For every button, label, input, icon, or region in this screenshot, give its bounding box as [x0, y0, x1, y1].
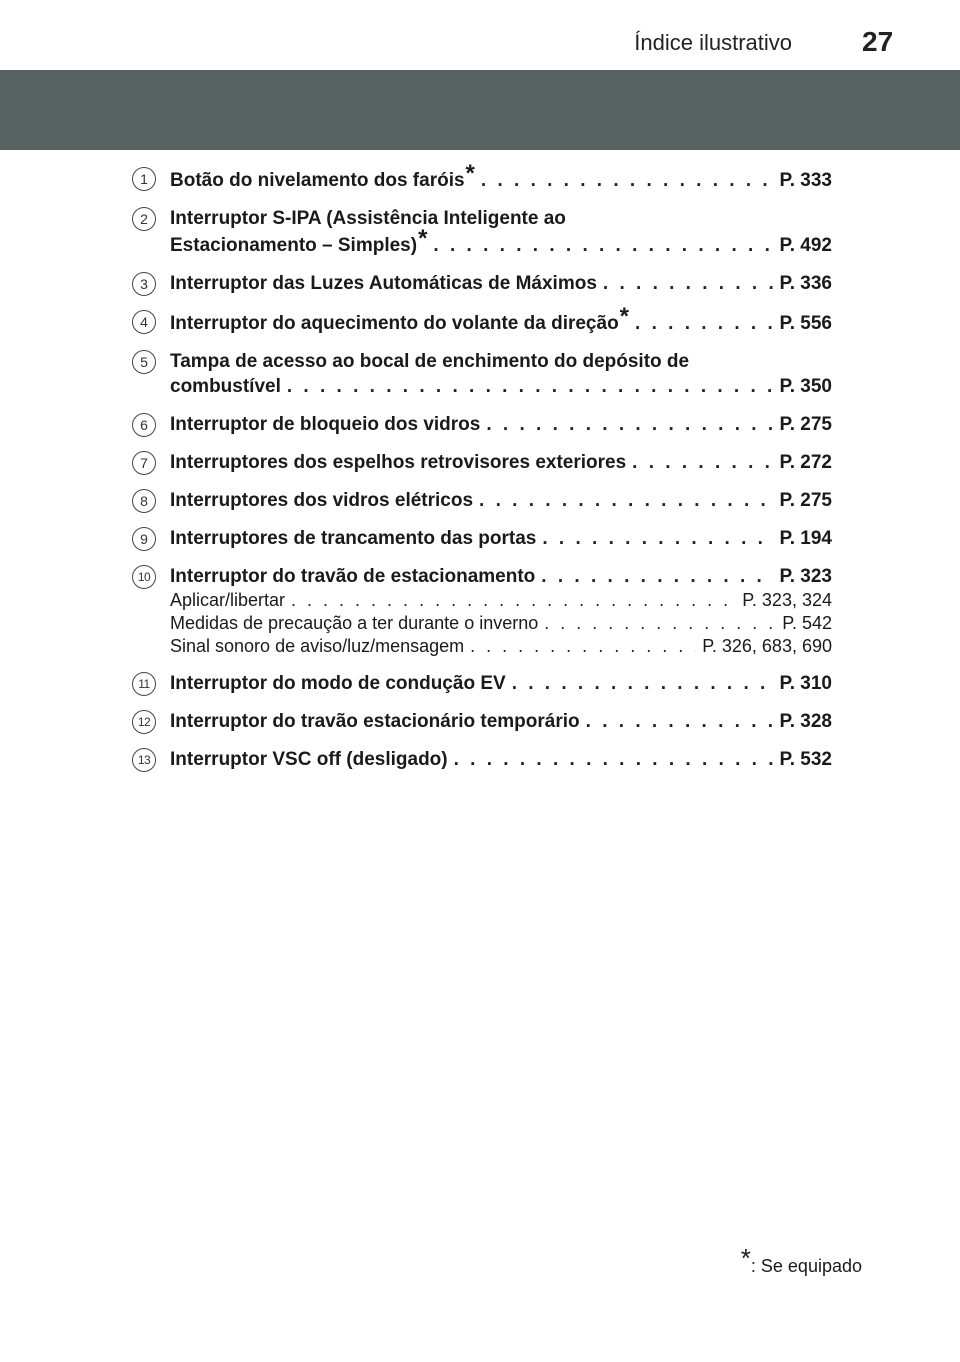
sub-item: [170, 589, 832, 612]
list-item: [132, 412, 832, 437]
item-label: Interruptores dos vidros elétricos: [170, 490, 474, 511]
list-item: [132, 526, 832, 551]
footnote-text: : Se equipado: [750, 1256, 862, 1276]
item-label: combustível: [170, 376, 281, 397]
top-strip: [0, 0, 960, 64]
footnote: [740, 1243, 862, 1279]
page-ref-link[interactable]: P. 194: [779, 528, 832, 549]
list-item: [132, 206, 832, 258]
item-label: Interruptor VSC off (desligado): [170, 749, 448, 770]
item-label: Interruptor do modo de condução EV: [170, 673, 506, 694]
item-label: Botão do nivelamento dos faróis: [170, 170, 465, 191]
leader-dots: [542, 526, 773, 551]
list-item: [132, 160, 832, 193]
equipped-marker: *: [619, 303, 630, 330]
item-label-line1: Tampa de acesso ao bocal de enchimento do depósito de: [170, 351, 690, 372]
item-label-line1: Interruptor S-IPA (Assistência Inteligente ao: [170, 208, 566, 229]
page-ref-link[interactable]: P. 272: [779, 452, 832, 473]
item-number: 8: [132, 489, 156, 513]
page-ref-link[interactable]: P. 532: [779, 749, 832, 770]
list-item: [132, 450, 832, 475]
leader-dots: [481, 168, 774, 193]
equipped-marker: *: [465, 160, 475, 187]
item-number: 12: [132, 710, 156, 734]
item-number: 5: [132, 350, 156, 374]
item-number: 1: [132, 167, 156, 191]
sub-item-label: Sinal sonoro de aviso/luz/mensagem: [170, 636, 465, 656]
leader-dots: [586, 709, 774, 734]
list-item: [132, 488, 832, 513]
page-ref-link[interactable]: P. 310: [779, 673, 832, 694]
item-label: Interruptor do travão de estacionamento: [170, 566, 536, 587]
sub-item: [170, 612, 832, 635]
page-ref-link[interactable]: P. 328: [779, 711, 832, 732]
item-number: 2: [132, 207, 156, 231]
item-number: 7: [132, 451, 156, 475]
equipped-marker: *: [418, 225, 428, 252]
leader-dots: [512, 671, 774, 696]
footnote-marker: *: [740, 1243, 751, 1273]
page-ref-link[interactable]: P. 323: [779, 566, 832, 587]
item-number: 3: [132, 272, 156, 296]
item-label: Interruptor do travão estacionário temporário: [170, 711, 580, 732]
page-ref-link[interactable]: P. 275: [779, 490, 832, 511]
item-label: Interruptor das Luzes Automáticas de Máximos: [170, 273, 597, 294]
leader-dots: [603, 271, 774, 296]
item-label: Interruptores de trancamento das portas: [170, 528, 537, 549]
page-ref-link[interactable]: P. 333: [779, 170, 832, 191]
section-title: Índice ilustrativo: [634, 30, 792, 55]
leader-dots: [287, 374, 774, 399]
page-ref-link[interactable]: P. 323, 324: [742, 590, 832, 610]
leader-dots: [470, 635, 696, 658]
sub-item-label: Medidas de precaução a ter durante o inverno: [170, 613, 539, 633]
list-item: [132, 303, 832, 336]
leader-dots: [433, 233, 773, 258]
list-item: [132, 271, 832, 296]
page-ref-link[interactable]: P. 556: [779, 313, 832, 334]
leader-dots: [632, 450, 773, 475]
page-ref-link[interactable]: P. 492: [779, 235, 832, 256]
item-number: 6: [132, 413, 156, 437]
list-item: [132, 671, 832, 696]
sub-item-label: Aplicar/libertar: [170, 590, 286, 610]
header-band: [0, 70, 960, 150]
page-ref-link[interactable]: P. 336: [779, 273, 832, 294]
item-number: 11: [132, 672, 156, 696]
page-ref-link[interactable]: P. 275: [779, 414, 832, 435]
page-ref-link[interactable]: P. 326, 683, 690: [702, 636, 832, 656]
list-item: [132, 349, 832, 399]
item-label: Interruptor de bloqueio dos vidros: [170, 414, 481, 435]
leader-dots: [541, 564, 773, 589]
leader-dots: [635, 311, 774, 336]
list-item: [132, 709, 832, 734]
list-item: [132, 747, 832, 772]
sub-item: [170, 635, 832, 658]
item-label: Estacionamento – Simples): [170, 235, 418, 256]
leader-dots: [479, 488, 773, 513]
item-number: 13: [132, 748, 156, 772]
leader-dots: [486, 412, 773, 437]
index-list: [132, 160, 832, 785]
leader-dots: [291, 589, 736, 612]
leader-dots: [454, 747, 774, 772]
item-number: 10: [132, 565, 156, 589]
item-number: 4: [132, 310, 156, 334]
page-ref-link[interactable]: P. 542: [782, 613, 832, 633]
item-number: 9: [132, 527, 156, 551]
page-number: 27: [862, 26, 894, 57]
item-label: Interruptor do aquecimento do volante da direção: [170, 313, 619, 334]
list-item: [132, 564, 832, 658]
page-ref-link[interactable]: P. 350: [779, 376, 832, 397]
item-label: Interruptores dos espelhos retrovisores exteriores: [170, 452, 627, 473]
leader-dots: [544, 612, 776, 635]
